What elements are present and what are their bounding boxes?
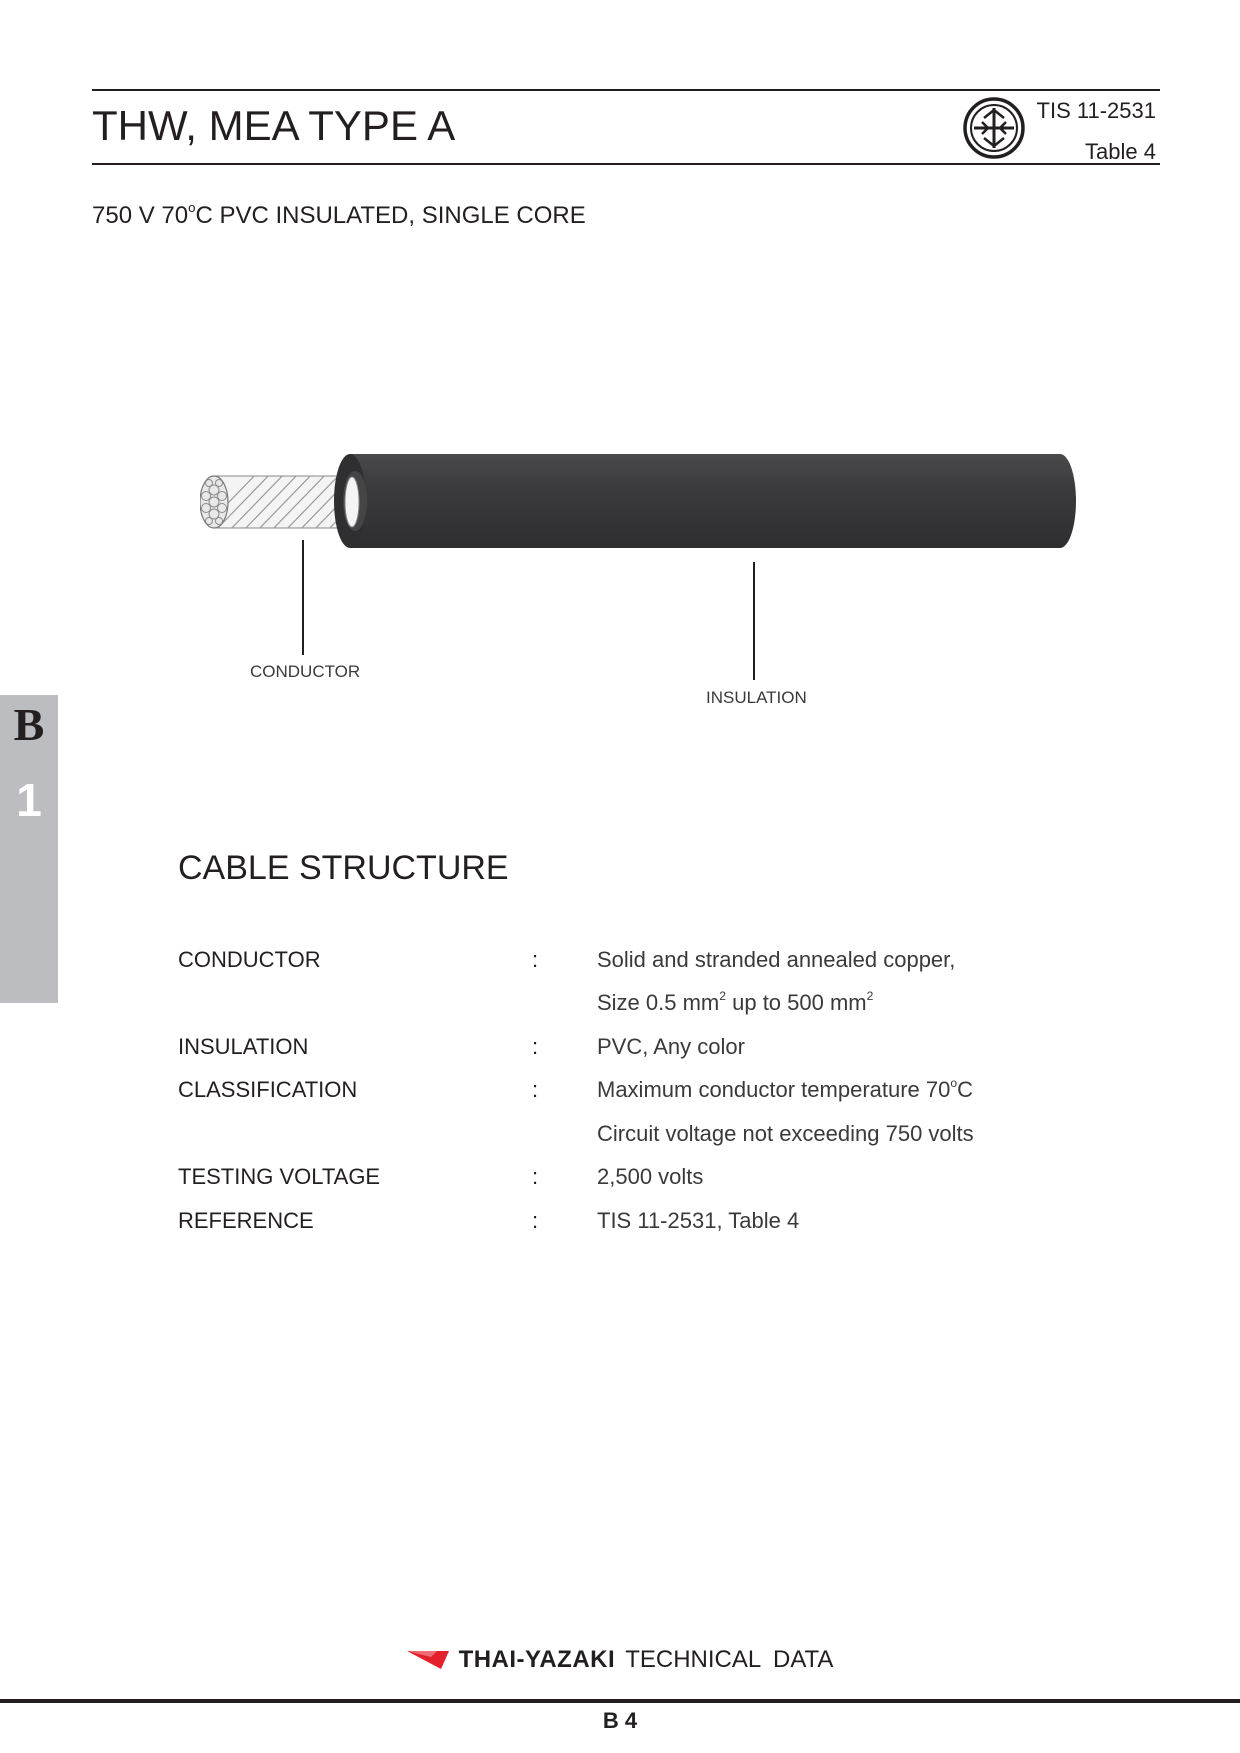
footer-brand-line	[0, 1646, 1240, 1676]
standard-number: TIS 11-2531	[1036, 98, 1156, 123]
header-top-rule	[92, 89, 1160, 91]
spec-key: INSULATION	[178, 1034, 309, 1059]
footer-rule	[0, 1699, 1240, 1703]
brand-tagline: TECHNICAL DATA	[625, 1646, 834, 1673]
spec-colon: :	[532, 947, 539, 972]
page-number: B 4	[602, 1708, 638, 1733]
spec-row	[178, 1157, 1058, 1197]
spec-row	[178, 1114, 1058, 1154]
table-reference: Table 4	[1085, 139, 1156, 164]
cable-subtitle: 750 V 70$^o$C PVC INSULATED, SINGLE CORE	[92, 200, 586, 229]
side-tab-number: 1	[16, 774, 42, 826]
spec-key: TESTING VOLTAGE	[178, 1164, 381, 1189]
brand-name: THAI-YAZAKI	[458, 1646, 616, 1673]
spec-colon: :	[532, 1164, 539, 1189]
spec-value: Circuit voltage not exceeding 750 volts	[597, 1121, 974, 1146]
page-title: THW, MEA TYPE A	[92, 102, 456, 149]
spec-colon: :	[532, 1034, 539, 1059]
spec-value: TIS 11-2531, Table 4	[597, 1208, 800, 1233]
spec-row	[178, 940, 1058, 980]
spec-value: Size 0.5 $mm^2$ up to 500 $mm^2$	[597, 988, 874, 1015]
cable-diagram	[200, 440, 1090, 690]
spec-value: PVC, Any color	[597, 1034, 745, 1059]
spec-colon: :	[532, 1208, 539, 1233]
spec-key: CONDUCTOR	[178, 947, 321, 972]
spec-value: Maximum conductor temperature 70$^o$C	[597, 1075, 973, 1102]
header-bottom-rule	[92, 163, 1160, 165]
spec-row	[178, 983, 1058, 1023]
tis-certification-mark-icon	[962, 96, 1026, 160]
conductor-label: CONDUCTOR	[250, 662, 361, 681]
spec-key: REFERENCE	[178, 1208, 314, 1233]
spec-row	[178, 1201, 1058, 1241]
insulation-label: INSULATION	[706, 688, 807, 707]
insulation-body	[334, 454, 1076, 548]
spec-colon: :	[532, 1077, 539, 1102]
spec-value: 2,500 volts	[597, 1164, 704, 1189]
side-tab-letter: B	[13, 699, 45, 750]
spec-row	[178, 1070, 1058, 1110]
yazaki-logo-icon	[407, 1649, 449, 1671]
spec-key: CLASSIFICATION	[178, 1077, 358, 1102]
section-title: CABLE STRUCTURE	[178, 849, 509, 887]
spec-row	[178, 1027, 1058, 1067]
spec-value: Solid and stranded annealed copper,	[597, 947, 956, 972]
